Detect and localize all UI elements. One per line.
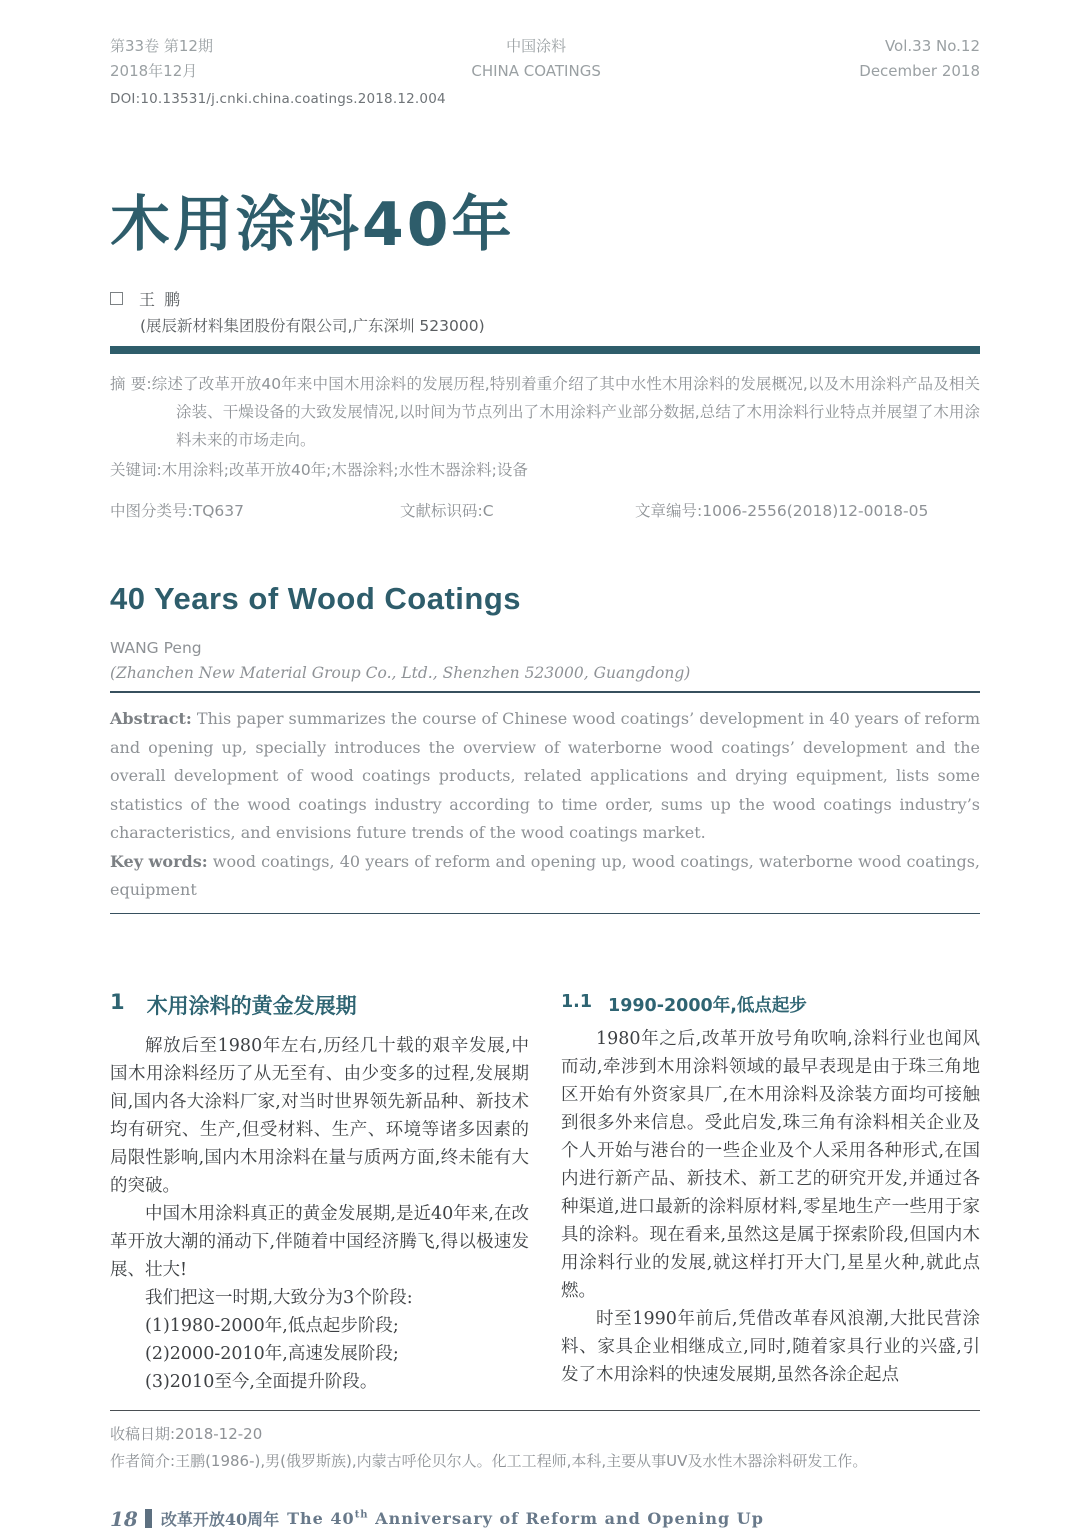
doc-code-label: 文献标识码: <box>400 502 483 520</box>
journal-date-cn: 2018年12月 <box>110 62 198 80</box>
keywords-en <box>110 848 980 905</box>
clc-value: TQ637 <box>192 502 244 520</box>
footer-bar-icon <box>145 1509 152 1528</box>
paragraph: 我们把这一时期,大致分为3个阶段: <box>145 1287 413 1308</box>
bio-text: 王鹏(1986-),男(俄罗斯族),内蒙古呼伦贝尔人。化工工程师,本科,主要从事UV及水性木器涂料研发工作。 <box>175 1451 868 1470</box>
abstract-text-cn: 综述了改革开放40年来中国木用涂料的发展历程,特别着重介绍了其中水性木用涂料的发展概况,以及木用涂料产品及相关涂装、干燥设备的大致发展情况,以时间为节点列出了木用涂料产业部分数据,总结了木用涂料行业特点并展望了木用涂料未来的市场走向。 <box>151 375 980 449</box>
paragraph: (1)1980-2000年,低点起步阶段; <box>145 1315 399 1336</box>
journal-name-en: CHINA COATINGS <box>471 62 601 80</box>
subsection-title: 1990-2000年,低点起步 <box>608 995 807 1016</box>
footer-theme-en-sup: th <box>354 1509 369 1521</box>
received-value: 2018-12-20 <box>175 1424 263 1443</box>
abstract-text-en: This paper summarizes the course of Chinese wood coatings’ development in 40 years of reform and opening up, specially introduces the overview of waterborne wood coatings’ development and the overall development of wood coatings products, related applications and drying equipment, lists some statistics of the wood coatings industry according to time order, sums up the wood coatings industry’s characteristics, and envisions future trends of the wood coatings market. <box>110 709 980 842</box>
keywords-text-en: wood coatings, 40 years of reform and opening up, wood coatings, waterborne wood coatings, equipment <box>110 851 980 899</box>
journal-header <box>110 34 980 84</box>
left-column <box>110 990 529 1396</box>
divider-bar <box>110 346 980 354</box>
section-title: 木用涂料的黄金发展期 <box>146 993 357 1018</box>
subsection-heading <box>561 992 980 1017</box>
author-bio <box>110 1448 980 1475</box>
section-number: 1 <box>110 989 125 1014</box>
article-body <box>110 990 980 1396</box>
paragraph: 解放后至1980年左右,历经几十载的艰辛发展,中国木用涂料经历了从无至有、由少变多的过程,发展期间,国内各大涂料厂家,对当时世界领先新品种、新技术均有研究、生产,但受材料、生产、环境等诸多因素的局限性影响,国内木用涂料在量与质两方面,终未能有大的突破。 <box>110 1035 529 1196</box>
section-heading <box>110 990 529 1020</box>
article-id <box>635 499 928 521</box>
right-column <box>561 990 980 1396</box>
author-name-en: WANG Peng <box>110 639 202 657</box>
footer-theme-en-pre: The 40 <box>287 1509 355 1528</box>
abstract-cn-block <box>110 370 980 484</box>
author-square-icon <box>110 292 123 305</box>
journal-volume-en: Vol.33 No.12 <box>884 37 980 55</box>
article-title-en: 40 Years of Wood Coatings <box>110 581 522 616</box>
journal-date-en: December 2018 <box>859 62 980 80</box>
bio-label: 作者简介: <box>110 1451 176 1470</box>
journal-header-left <box>110 34 213 84</box>
paragraph: 中国木用涂料真正的黄金发展期,是近40年来,在改革开放大潮的涌动下,伴随着中国经济腾飞,得以极速发展、壮大! <box>110 1203 529 1280</box>
footer-theme-en-post: Anniversary of Reform and Opening Up <box>368 1509 764 1528</box>
journal-volume-cn: 第33卷 第12期 <box>110 37 213 55</box>
abstract-label-en: Abstract: <box>110 709 192 728</box>
abstract-en <box>110 705 980 848</box>
article-title-cn: 木用涂料40年 <box>110 190 515 260</box>
paragraph: (3)2010至今,全面提升阶段。 <box>145 1371 378 1392</box>
affiliation-en: (Zhanchen New Material Group Co., Ltd., Shenzhen 523000, Guangdong) <box>110 664 691 682</box>
document-code <box>400 499 635 521</box>
clc-label: 中图分类号: <box>110 502 193 520</box>
page-number: 18 <box>110 1506 138 1531</box>
page-footer <box>110 1507 980 1531</box>
journal-header-center <box>471 34 601 84</box>
paragraph: 1980年之后,改革开放号角吹响,涂料行业也闻风而动,牵涉到木用涂料领域的最早表现是由于珠三角地区开始有外资家具厂,在木用涂料及涂装方面均可接触到很多外来信息。受此启发,珠三角有涂料相关企业及个人开始与港台的一些企业及个人采用各种形式,在国内进行新产品、新技术、新工艺的研究开发,并通过各种渠道,进口最新的涂料原材料,零星地生产一些用于家具的涂料。现在看来,虽然这是属于探索阶段,但国内木用涂料行业的发展,就这样打开大门,星星火种,就此点燃。 <box>561 1028 980 1301</box>
abstract-label-cn: 摘 要: <box>110 375 152 393</box>
abstract-cn <box>110 370 980 454</box>
footnote-block <box>110 1410 980 1475</box>
doc-code-value: C <box>482 502 494 520</box>
author-row <box>110 287 980 310</box>
article-id-value: 1006-2556(2018)12-0018-05 <box>702 502 929 520</box>
received-label: 收稿日期: <box>110 1424 176 1443</box>
divider-rule-bottom <box>110 913 980 914</box>
subsection-number: 1.1 <box>561 991 593 1012</box>
keywords-label-cn: 关键词: <box>110 461 162 479</box>
paragraph: 时至1990年前后,凭借改革春风浪潮,大批民营涂料、家具企业相继成立,同时,随着家具行业的兴盛,引发了木用涂料的快速发展期,虽然各涂企起点 <box>561 1308 980 1385</box>
divider-rule-top <box>110 691 980 693</box>
paragraph: (2)2000-2010年,高速发展阶段; <box>145 1343 399 1364</box>
journal-header-right <box>859 34 980 84</box>
doi-line: DOI:10.13531/j.cnki.china.coatings.2018.12.004 <box>110 91 446 107</box>
affiliation-cn: (展辰新材料集团股份有限公司,广东深圳 523000) <box>140 317 485 335</box>
classification-row <box>110 499 980 521</box>
footer-theme-en <box>287 1509 764 1528</box>
keywords-label-en: Key words: <box>110 851 208 871</box>
journal-name-cn: 中国涂料 <box>506 37 567 55</box>
keywords-text-cn: 木用涂料;改革开放40年;木器涂料;水性木器涂料;设备 <box>161 461 528 479</box>
article-id-label: 文章编号: <box>635 502 703 520</box>
clc-number <box>110 499 400 521</box>
author-name-cn: 王 鹏 <box>139 290 183 309</box>
footer-theme-cn: 改革开放40周年 <box>160 1510 280 1529</box>
received-date <box>110 1421 980 1448</box>
abstract-en-block <box>110 705 980 905</box>
keywords-cn <box>110 456 980 484</box>
